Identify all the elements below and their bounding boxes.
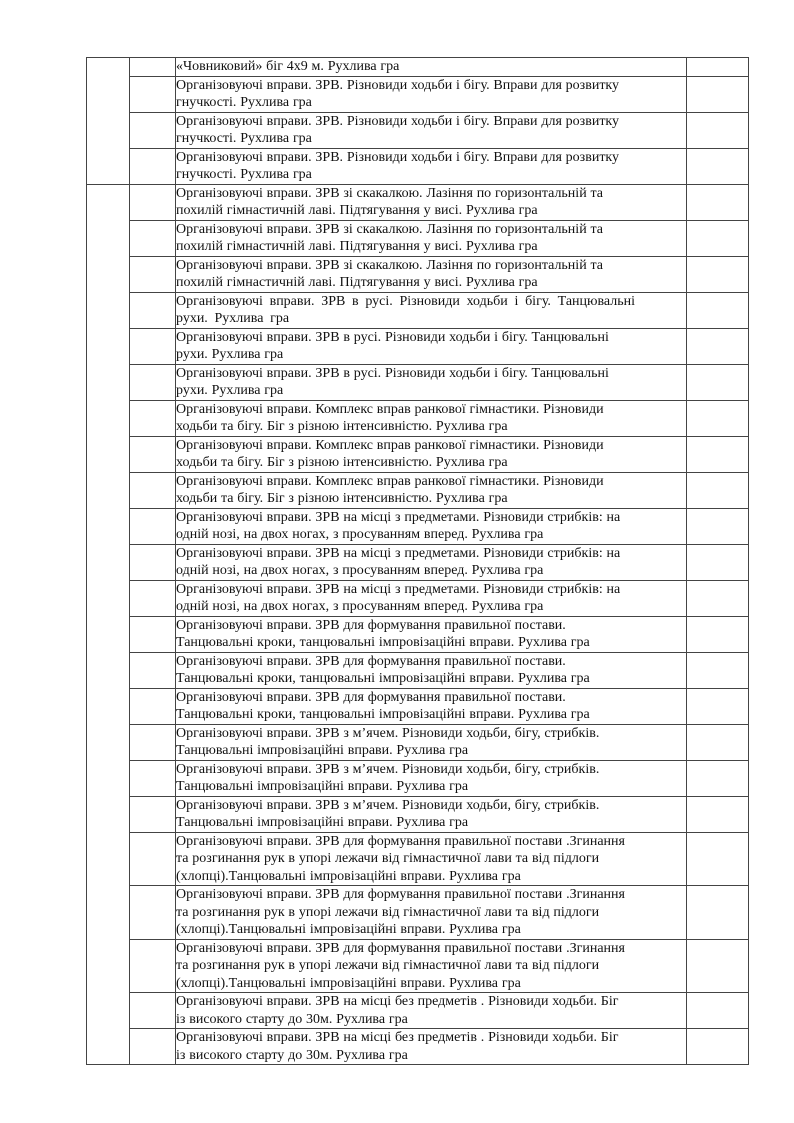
content-cell: Організовуючі вправи. ЗРВ на місці з предметами. Різновиди стрибків: на одній нозі, на двох ногах, з просуванням вперед. Рухлива гра xyxy=(176,544,687,580)
table-row xyxy=(87,544,749,580)
content-cell: Організовуючі вправи. ЗРВ. Різновиди ходьби і бігу. Вправи для розвитку гнучкості. Рухлива гра xyxy=(176,112,687,148)
index-cell xyxy=(130,400,176,436)
index-cell xyxy=(130,616,176,652)
content-cell: Організовуючі вправи. ЗРВ зі скакалкою. Лазіння по горизонтальній та похилій гімнастичній лаві. Підтягування у висі. Рухлива гра xyxy=(176,256,687,292)
index-cell xyxy=(130,292,176,328)
content-cell: Організовуючі вправи. ЗРВ для формування правильної постави .Згинання та розгинання рук в упорі лежачи від гімнастичної лави та від підлоги (хлопці).Танцювальні імпровізаційні вправи. Рухлива гра xyxy=(176,832,687,886)
table-row xyxy=(87,184,749,220)
end-cell xyxy=(687,616,749,652)
end-cell xyxy=(687,760,749,796)
table-row xyxy=(87,400,749,436)
table-row xyxy=(87,112,749,148)
table-row xyxy=(87,76,749,112)
table-row xyxy=(87,256,749,292)
index-cell xyxy=(130,724,176,760)
table-row xyxy=(87,472,749,508)
table-row xyxy=(87,1029,749,1065)
table-row xyxy=(87,220,749,256)
end-cell xyxy=(687,436,749,472)
index-cell xyxy=(130,652,176,688)
lesson-plan-table-container xyxy=(86,57,749,1065)
content-cell: Організовуючі вправи. ЗРВ в русі. Різновиди ходьби і бігу. Танцювальні рухи. Рухлива гра xyxy=(176,292,687,328)
end-cell xyxy=(687,993,749,1029)
index-cell xyxy=(130,472,176,508)
end-cell xyxy=(687,292,749,328)
content-cell: Організовуючі вправи. Комплекс вправ ранкової гімнастики. Різновиди ходьби та бігу. Біг з різною інтенсивністю. Рухлива гра xyxy=(176,472,687,508)
index-cell xyxy=(130,364,176,400)
content-cell: Організовуючі вправи. ЗРВ з м’ячем. Різновиди ходьби, бігу, стрибків. Танцювальні імпровізаційні вправи. Рухлива гра xyxy=(176,760,687,796)
content-cell: Організовуючі вправи. ЗРВ для формування правильної постави. Танцювальні кроки, танцювальні імпровізаційні вправи. Рухлива гра xyxy=(176,688,687,724)
content-cell: Організовуючі вправи. ЗРВ на місці без предметів . Різновиди ходьби. Біг із високого старту до 30м. Рухлива гра xyxy=(176,993,687,1029)
content-cell: Організовуючі вправи. ЗРВ. Різновиди ходьби і бігу. Вправи для розвитку гнучкості. Рухлива гра xyxy=(176,76,687,112)
end-cell xyxy=(687,939,749,993)
table-row xyxy=(87,886,749,940)
table-row xyxy=(87,364,749,400)
table-row xyxy=(87,724,749,760)
end-cell xyxy=(687,220,749,256)
index-cell xyxy=(130,760,176,796)
index-cell xyxy=(130,508,176,544)
content-cell: Організовуючі вправи. ЗРВ в русі. Різновиди ходьби і бігу. Танцювальні рухи. Рухлива гра xyxy=(176,364,687,400)
index-cell xyxy=(130,1029,176,1065)
content-cell: Організовуючі вправи. ЗРВ з м’ячем. Різновиди ходьби, бігу, стрибків. Танцювальні імпровізаційні вправи. Рухлива гра xyxy=(176,796,687,832)
index-cell xyxy=(130,796,176,832)
content-cell: Організовуючі вправи. ЗРВ для формування правильної постави. Танцювальні кроки, танцювальні імпровізаційні вправи. Рухлива гра xyxy=(176,616,687,652)
table-row xyxy=(87,760,749,796)
end-cell xyxy=(687,580,749,616)
content-cell: Організовуючі вправи. ЗРВ на місці з предметами. Різновиди стрибків: на одній нозі, на двох ногах, з просуванням вперед. Рухлива гра xyxy=(176,508,687,544)
index-cell xyxy=(130,148,176,184)
index-cell xyxy=(130,688,176,724)
table-row xyxy=(87,292,749,328)
index-cell xyxy=(130,580,176,616)
index-cell xyxy=(130,76,176,112)
index-cell xyxy=(130,993,176,1029)
index-cell xyxy=(130,544,176,580)
content-cell: Організовуючі вправи. ЗРВ зі скакалкою. Лазіння по горизонтальній та похилій гімнастичній лаві. Підтягування у висі. Рухлива гра xyxy=(176,220,687,256)
index-cell xyxy=(130,184,176,220)
content-cell: Організовуючі вправи. ЗРВ на місці з предметами. Різновиди стрибків: на одній нозі, на двох ногах, з просуванням вперед. Рухлива гра xyxy=(176,580,687,616)
table-row xyxy=(87,580,749,616)
table-row xyxy=(87,508,749,544)
end-cell xyxy=(687,688,749,724)
index-cell xyxy=(130,58,176,77)
table-row xyxy=(87,148,749,184)
end-cell xyxy=(687,1029,749,1065)
end-cell xyxy=(687,328,749,364)
section-span-cell xyxy=(87,58,130,185)
index-cell xyxy=(130,436,176,472)
index-cell xyxy=(130,832,176,886)
lesson-plan-table xyxy=(86,57,749,1065)
end-cell xyxy=(687,724,749,760)
table-row xyxy=(87,939,749,993)
end-cell xyxy=(687,886,749,940)
end-cell xyxy=(687,364,749,400)
content-cell: Організовуючі вправи. Комплекс вправ ранкової гімнастики. Різновиди ходьби та бігу. Біг з різною інтенсивністю. Рухлива гра xyxy=(176,400,687,436)
table-row xyxy=(87,688,749,724)
content-cell: Організовуючі вправи. ЗРВ. Різновиди ходьби і бігу. Вправи для розвитку гнучкості. Рухлива гра xyxy=(176,148,687,184)
end-cell xyxy=(687,400,749,436)
table-row xyxy=(87,993,749,1029)
content-cell: Організовуючі вправи. ЗРВ для формування правильної постави .Згинання та розгинання рук в упорі лежачи від гімнастичної лави та від підлоги (хлопці).Танцювальні імпровізаційні вправи. Рухлива гра xyxy=(176,939,687,993)
end-cell xyxy=(687,832,749,886)
section-span-cell xyxy=(87,184,130,1065)
table-row xyxy=(87,616,749,652)
end-cell xyxy=(687,544,749,580)
table-row xyxy=(87,58,749,77)
index-cell xyxy=(130,256,176,292)
content-cell: Організовуючі вправи. ЗРВ для формування правильної постави .Згинання та розгинання рук в упорі лежачи від гімнастичної лави та від підлоги (хлопці).Танцювальні імпровізаційні вправи. Рухлива гра xyxy=(176,886,687,940)
end-cell xyxy=(687,508,749,544)
end-cell xyxy=(687,796,749,832)
end-cell xyxy=(687,184,749,220)
end-cell xyxy=(687,58,749,77)
end-cell xyxy=(687,472,749,508)
end-cell xyxy=(687,112,749,148)
end-cell xyxy=(687,148,749,184)
content-cell: Організовуючі вправи. ЗРВ в русі. Різновиди ходьби і бігу. Танцювальні рухи. Рухлива гра xyxy=(176,328,687,364)
content-cell: «Човниковий» біг 4х9 м. Рухлива гра xyxy=(176,58,687,77)
table-row xyxy=(87,796,749,832)
end-cell xyxy=(687,256,749,292)
index-cell xyxy=(130,939,176,993)
table-row xyxy=(87,832,749,886)
end-cell xyxy=(687,652,749,688)
index-cell xyxy=(130,112,176,148)
content-cell: Організовуючі вправи. ЗРВ з м’ячем. Різновиди ходьби, бігу, стрибків. Танцювальні імпровізаційні вправи. Рухлива гра xyxy=(176,724,687,760)
index-cell xyxy=(130,220,176,256)
content-cell: Організовуючі вправи. ЗРВ зі скакалкою. Лазіння по горизонтальній та похилій гімнастичній лаві. Підтягування у висі. Рухлива гра xyxy=(176,184,687,220)
content-cell: Організовуючі вправи. ЗРВ на місці без предметів . Різновиди ходьби. Біг із високого старту до 30м. Рухлива гра xyxy=(176,1029,687,1065)
table-row xyxy=(87,652,749,688)
table-row xyxy=(87,328,749,364)
content-cell: Організовуючі вправи. ЗРВ для формування правильної постави. Танцювальні кроки, танцювальні імпровізаційні вправи. Рухлива гра xyxy=(176,652,687,688)
index-cell xyxy=(130,886,176,940)
end-cell xyxy=(687,76,749,112)
content-cell: Організовуючі вправи. Комплекс вправ ранкової гімнастики. Різновиди ходьби та бігу. Біг з різною інтенсивністю. Рухлива гра xyxy=(176,436,687,472)
table-row xyxy=(87,436,749,472)
index-cell xyxy=(130,328,176,364)
